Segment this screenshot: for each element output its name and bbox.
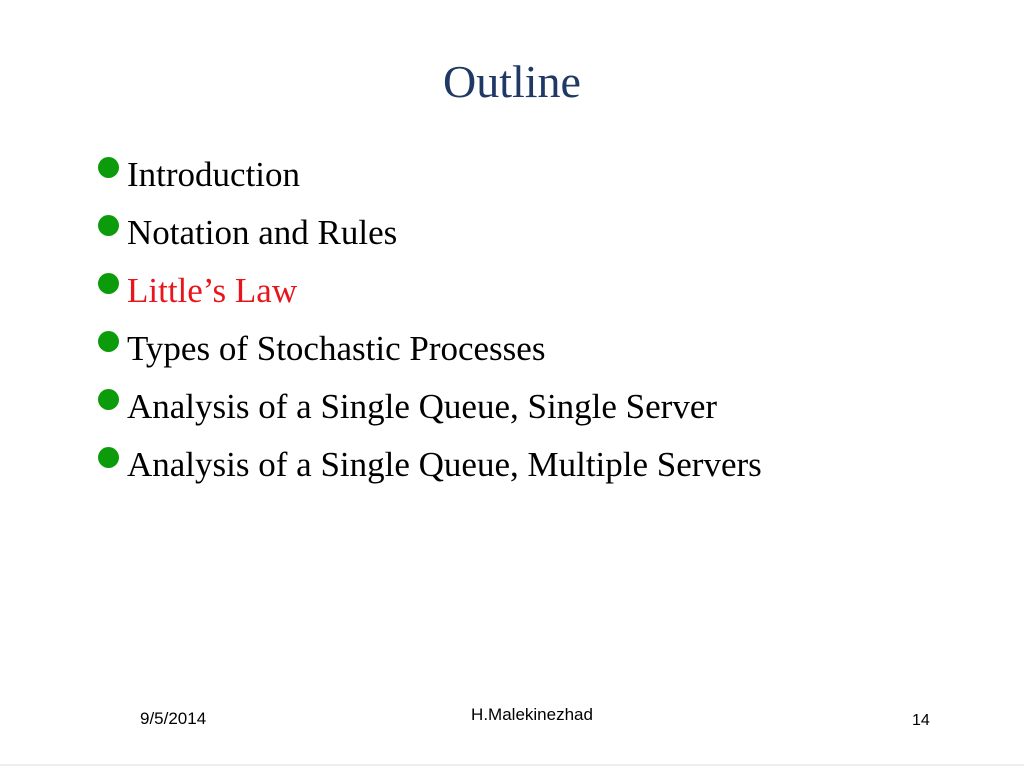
list-item-text: Analysis of a Single Queue, Multiple Servers: [127, 445, 762, 484]
bullet-icon: [98, 215, 119, 236]
list-item: [98, 204, 762, 262]
list-item-text: Analysis of a Single Queue, Single Server: [127, 387, 718, 426]
bullet-icon: [98, 157, 119, 178]
list-item: [98, 262, 762, 320]
list-item: [98, 436, 762, 494]
bullet-icon: [98, 273, 119, 294]
list-item-text-highlighted: Little’s Law: [127, 271, 298, 310]
list-item: [98, 146, 762, 204]
outline-list: [98, 146, 762, 494]
list-item: [98, 378, 762, 436]
list-item-text: Introduction: [127, 155, 301, 194]
list-item-text: Notation and Rules: [127, 213, 398, 252]
bullet-icon: [98, 331, 119, 352]
page-number: 14: [912, 712, 930, 729]
list-item: [98, 320, 762, 378]
slide-title: Outline: [443, 56, 581, 107]
footer-author: H.Malekinezhad: [471, 705, 593, 724]
footer-date: 9/5/2014: [140, 709, 207, 728]
bottom-divider: [0, 764, 1024, 766]
bullet-icon: [98, 389, 119, 410]
list-item-text: Types of Stochastic Processes: [127, 329, 546, 368]
bullet-icon: [98, 447, 119, 468]
